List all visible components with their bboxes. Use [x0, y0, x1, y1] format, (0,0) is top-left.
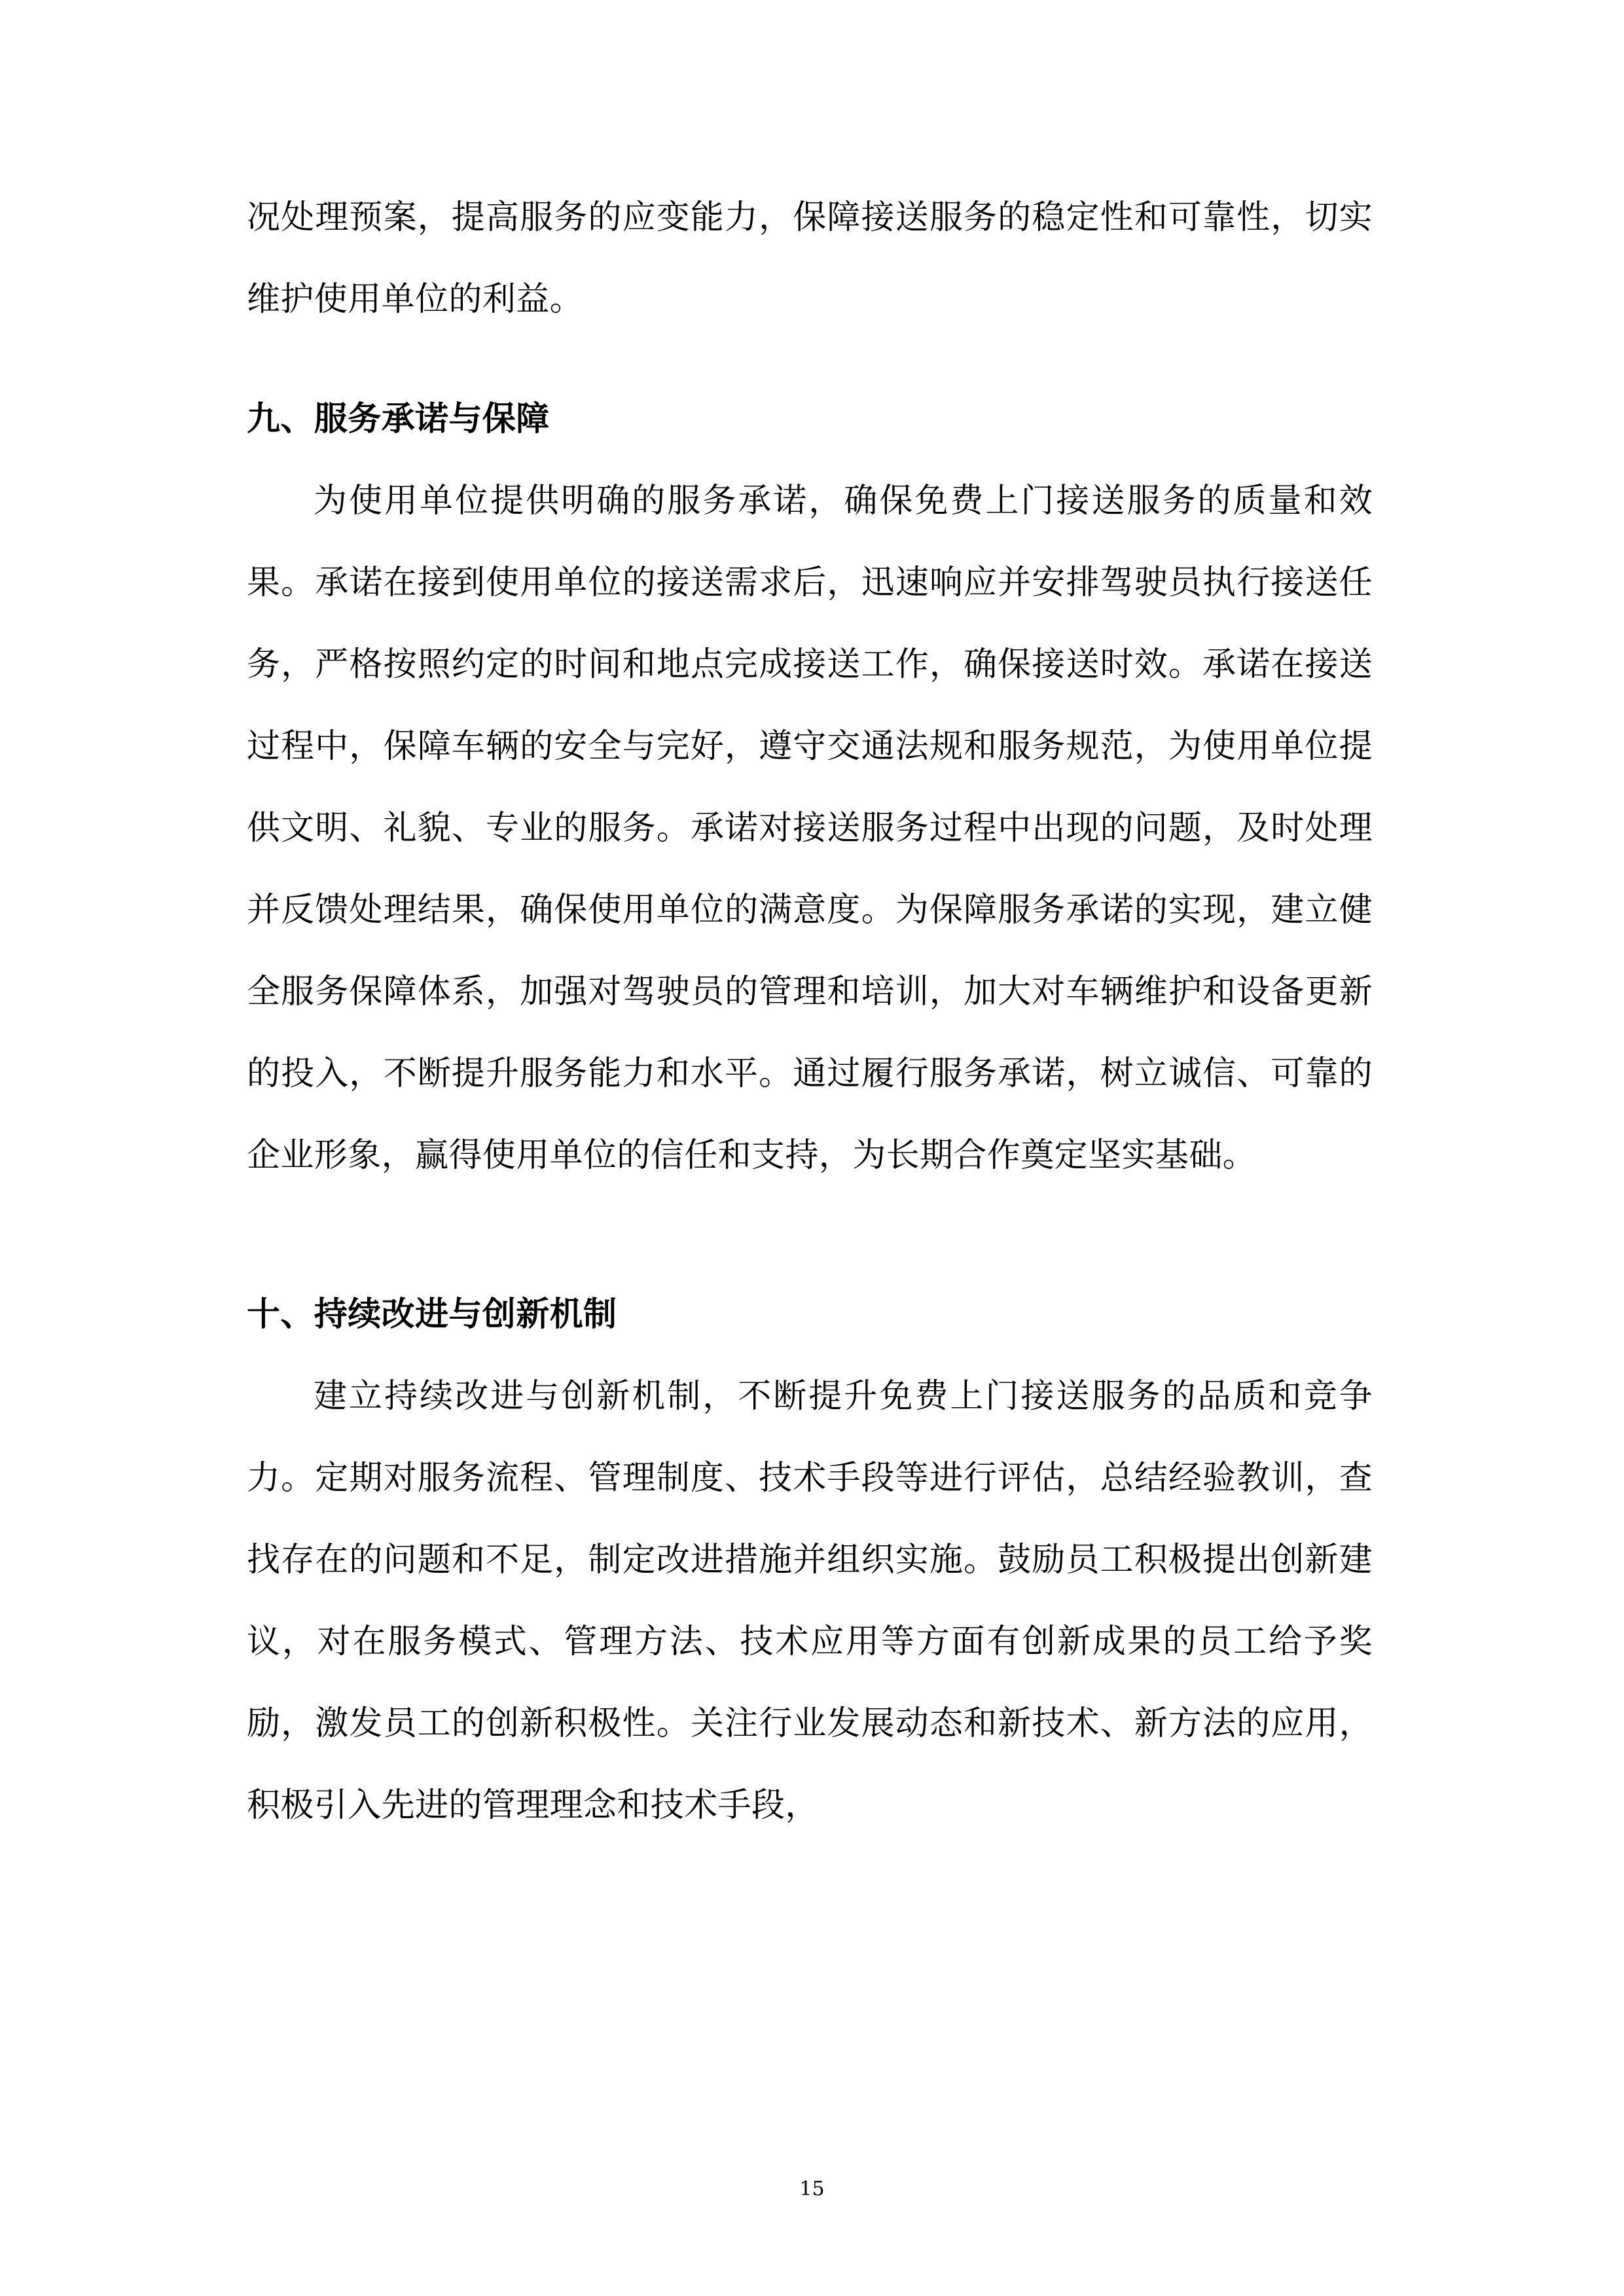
section-heading-nine: 九、服务承诺与保障 — [247, 399, 550, 439]
section-nine-paragraph: 为使用单位提供明确的服务承诺，确保免费上门接送服务的质量和效果。承诺在接到使用单位的接送需求后，迅速响应并安排驾驶员执行接送任务，严格按照约定的时间和地点完成接送工作，确保接送时效。承诺在接送过程中，保障车辆的安全与完好，遵守交通法规和服务规范，为使用单位提供文明、礼貌、专业的服务。承诺对接送服务过程中出现的问题，及时处理并反馈处理结果，确保使用单位的满意度。为保障服务承诺的实现，建立健全服务保障体系，加强对驾驶员的管理和培训，加大对车辆维护和设备更新的投入，不断提升服务能力和水平。通过履行服务承诺，树立诚信、可靠的企业形象，赢得使用单位的信任和支持，为长期合作奠定坚实基础。 — [247, 482, 1373, 1175]
spacer-before-section-ten — [247, 1196, 1373, 1274]
section-heading-ten: 十、持续改进与创新机制 — [247, 1295, 617, 1334]
page-number: 15 — [799, 2178, 825, 2200]
continued-paragraph: 况处理预案，提高服务的应变能力，保障接送服务的稳定性和可靠性，切实维护使用单位的利益。 — [247, 198, 1373, 319]
page-content — [247, 177, 1373, 1846]
section-ten-paragraph: 建立持续改进与创新机制，不断提升免费上门接送服务的品质和竞争力。定期对服务流程、管理制度、技术手段等进行评估，总结经验教训，查找存在的问题和不足，制定改进措施并组织实施。鼓励员工积极提出创新建议，对在服务模式、管理方法、技术应用等方面有创新成果的员工给予奖励，激发员工的创新积极性。关注行业发展动态和新技术、新方法的应用，积极引入先进的管理理念和技术手段， — [247, 1377, 1373, 1825]
spacer-before-section-nine — [247, 340, 1373, 378]
